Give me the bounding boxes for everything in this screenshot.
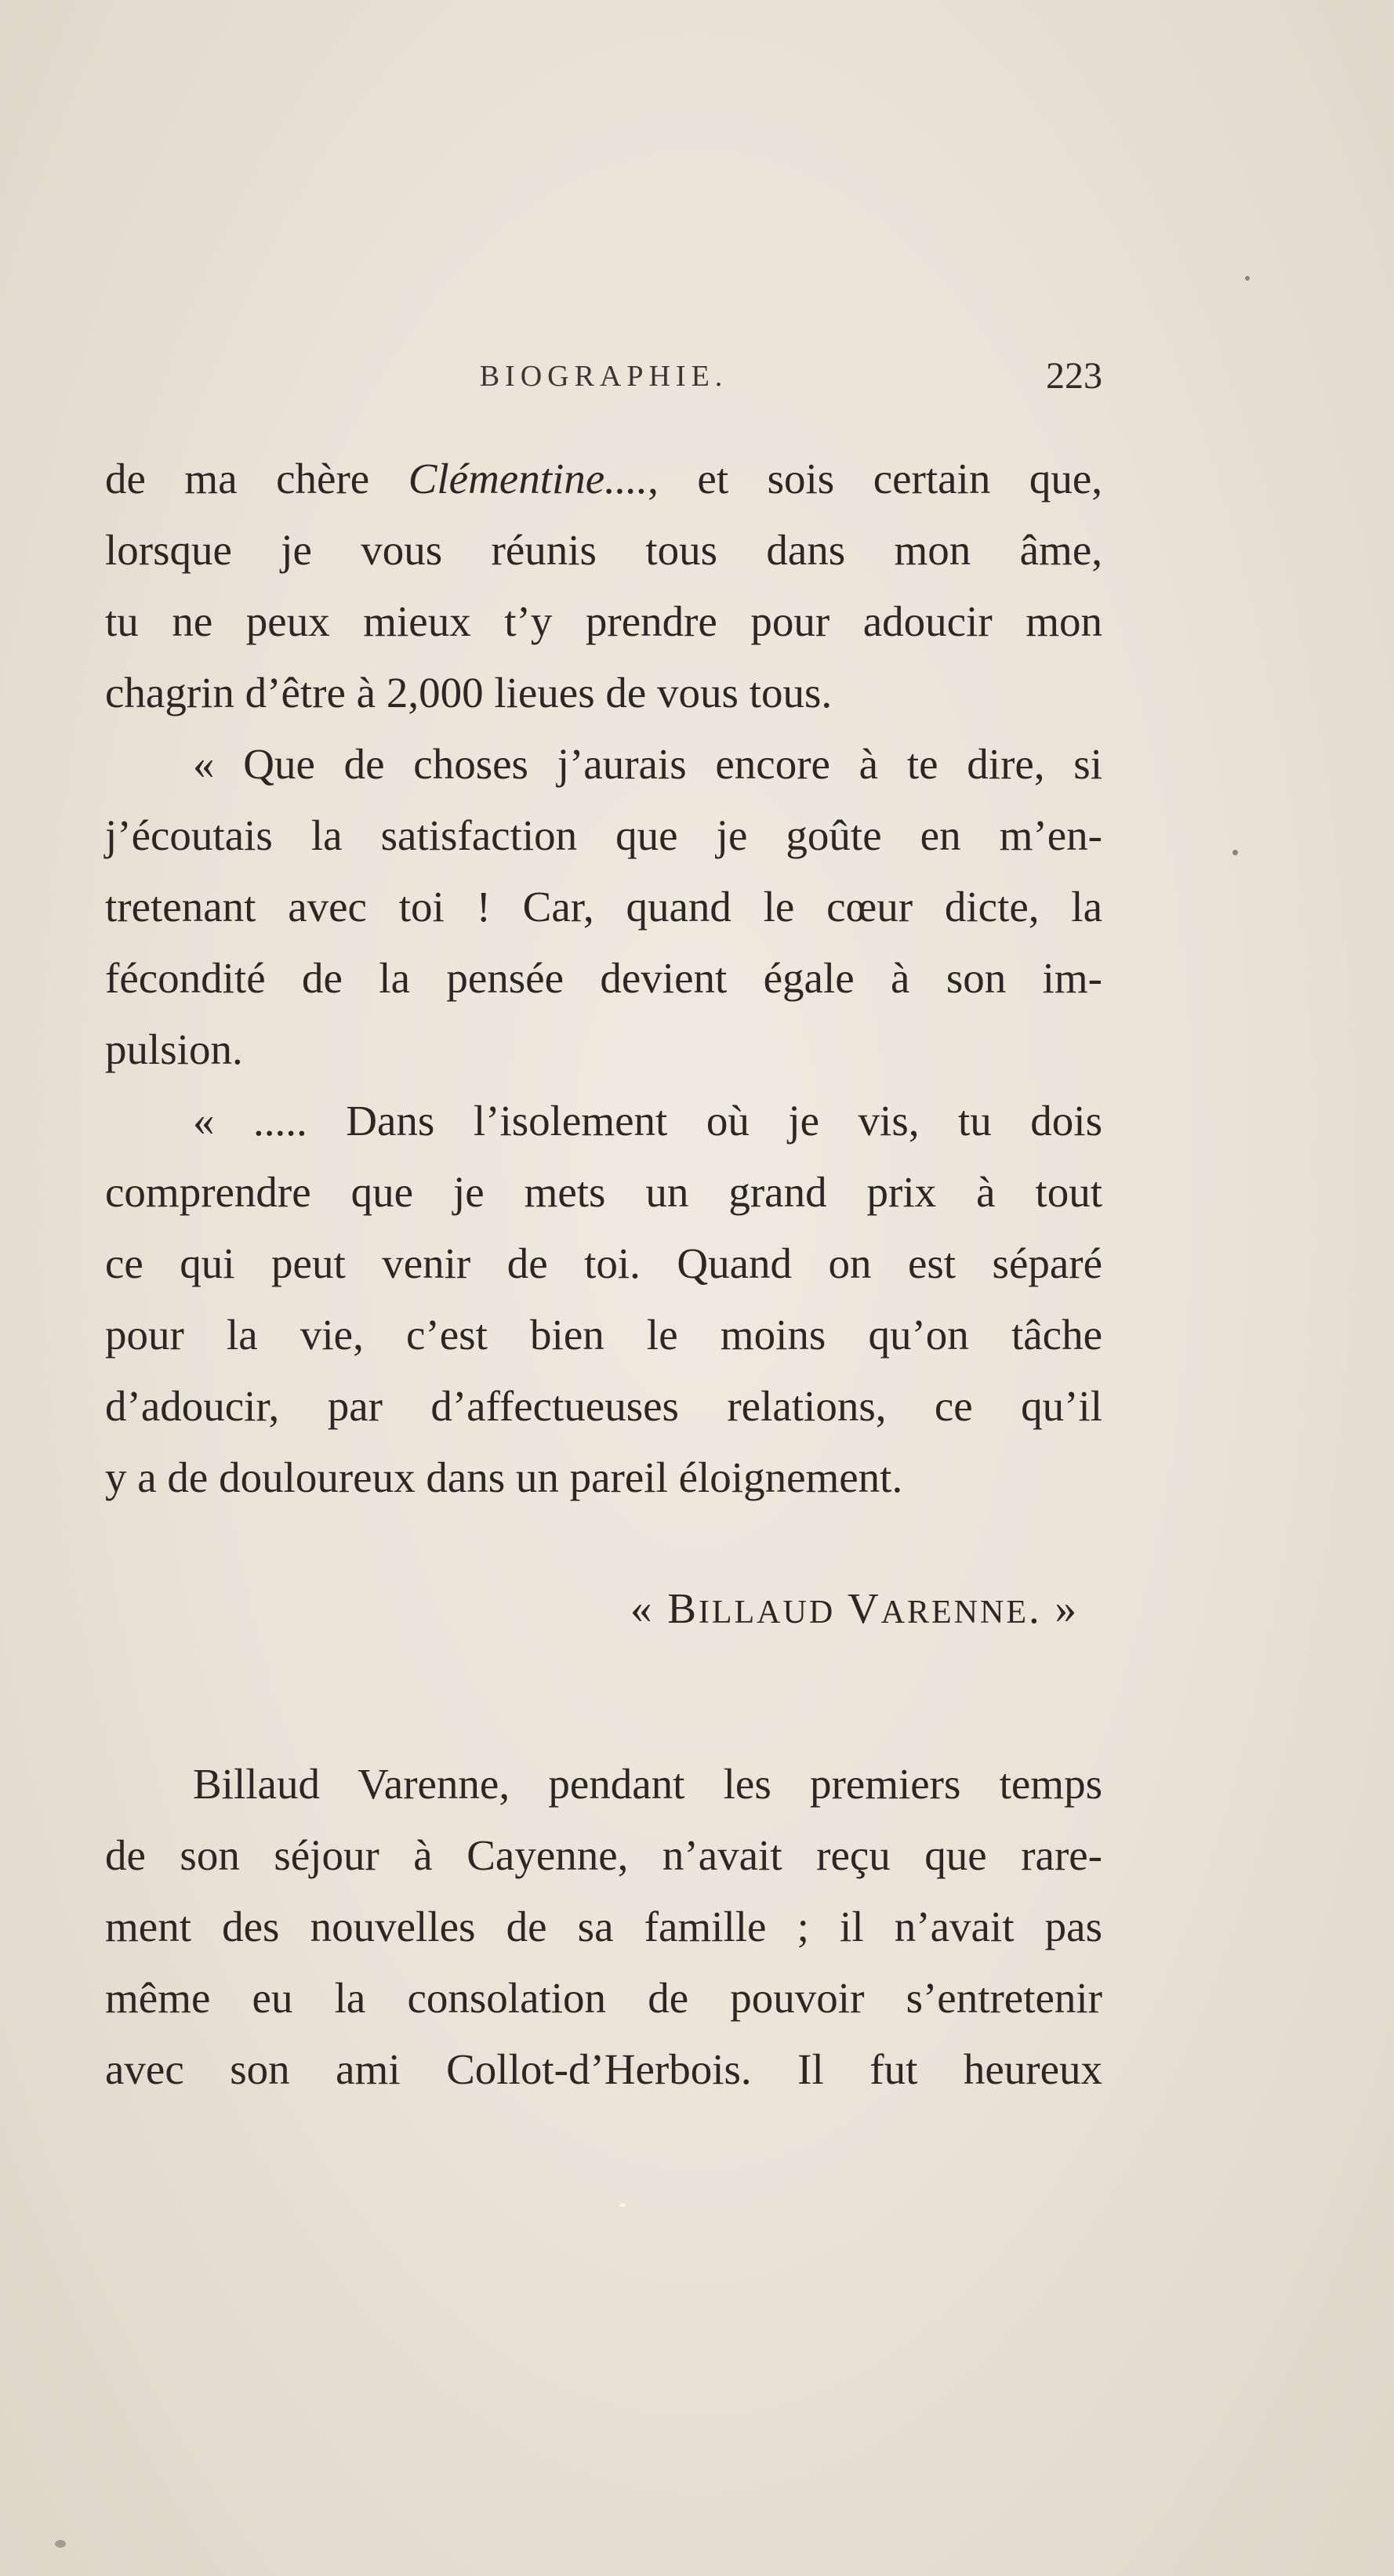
text-line: ce qui peut venir de toi. Quand on est séparé — [105, 1239, 1102, 1287]
text-line: y a de douloureux dans un pareil éloignement. — [105, 1453, 903, 1501]
signature-initial: V — [847, 1584, 881, 1632]
text-line: d’adoucir, par d’affectueuses relations, ce qu’il — [105, 1382, 1102, 1430]
narrative-paragraph — [105, 1748, 1102, 2105]
text-line: tretenant avec toi ! Car, quand le cœur dicte, la — [105, 883, 1102, 931]
running-head — [105, 355, 1102, 406]
running-title: BIOGRAPHIE. — [479, 360, 728, 393]
text-line: fécondité de la pensée devient égale à son im- — [105, 954, 1102, 1002]
text-fragment: , et sois certain que, — [648, 455, 1103, 503]
text-line: même eu la consolation de pouvoir s’entretenir — [105, 1974, 1102, 2022]
text-line: « Que de choses j’aurais encore à te dire, si — [193, 740, 1102, 788]
paper-speck — [1232, 850, 1238, 855]
text-line — [105, 443, 1102, 514]
page-number: 223 — [1046, 355, 1102, 397]
paper-speck — [55, 2540, 66, 2548]
narrative-body — [105, 1748, 1102, 2105]
text-fragment: de ma chère — [105, 455, 408, 503]
text-line: comprendre que je mets un grand prix à tout — [105, 1168, 1102, 1216]
text-line: Billaud Varenne, pendant les premiers temps — [193, 1760, 1102, 1808]
letter-signature — [105, 1584, 1102, 1633]
letter-paragraph-3 — [105, 1085, 1102, 1513]
signature-close: . » — [1029, 1584, 1079, 1632]
text-line: j’écoutais la satisfaction que je goûte en m’en- — [105, 811, 1102, 859]
letter-paragraph-1 — [105, 443, 1102, 728]
signature-open-quote: « — [630, 1584, 668, 1632]
text-line: ment des nouvelles de sa famille ; il n’avait pas — [105, 1903, 1102, 1950]
signature-initial: B — [667, 1584, 699, 1632]
letter-paragraph-2 — [105, 728, 1102, 1085]
emphasized-name: Clémentine.... — [408, 455, 648, 503]
text-line: avec son ami Collot-d’Herbois. Il fut heureux — [105, 2045, 1102, 2093]
text-line: tu ne peux mieux t’y prendre pour adoucir mon — [105, 597, 1102, 645]
paper-speck — [1245, 276, 1250, 281]
letter-body — [105, 443, 1102, 1513]
paper-speck — [619, 2203, 626, 2207]
signature-smallcaps: ILLAUD — [698, 1595, 836, 1631]
text-line: pulsion. — [105, 1025, 243, 1073]
text-line: chagrin d’être à 2,000 lieues de vous tous. — [105, 669, 833, 717]
text-line: lorsque je vous réunis tous dans mon âme, — [105, 526, 1102, 574]
signature-smallcaps: ARENNE — [880, 1595, 1029, 1631]
text-line: de son séjour à Cayenne, n’avait reçu que rare- — [105, 1831, 1102, 1879]
text-line: « ..... Dans l’isolement où je vis, tu dois — [193, 1097, 1102, 1145]
text-line: pour la vie, c’est bien le moins qu’on tâche — [105, 1311, 1102, 1359]
